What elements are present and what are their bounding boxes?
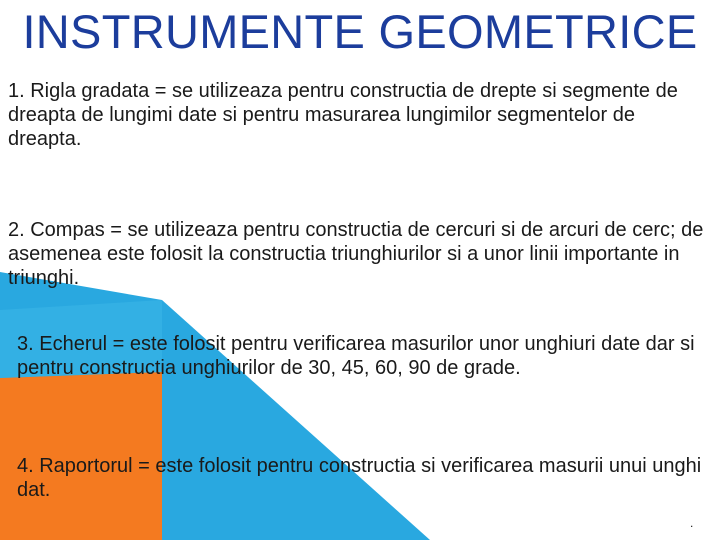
paragraph-raportor: 4. Raportorul = este folosit pentru constructia si verificarea masurii unui unghi dat.: [17, 455, 702, 501]
paragraph-compas: 2. Compas = se utilizeaza pentru constructia de cercuri si de arcuri de cerc; de asemenea este folosit la constructia triunghiurilor si a unor linii importante in triunghi.: [8, 219, 704, 289]
paragraph-echer: 3. Echerul = este folosit pentru verificarea masurilor unor unghiuri date dar si pentru constructia unghiurilor de 30, 45, 60, 90 de grade.: [17, 333, 695, 379]
slide-title: INSTRUMENTE GEOMETRICE: [22, 5, 698, 58]
paragraph-rigla: 1. Rigla gradata = se utilizeaza pentru constructia de drepte si segmente de dreapta de lungimi date si pentru masurarea lungimilor segmentelor de dreapta.: [8, 80, 678, 150]
footer-dot: .: [690, 516, 694, 530]
